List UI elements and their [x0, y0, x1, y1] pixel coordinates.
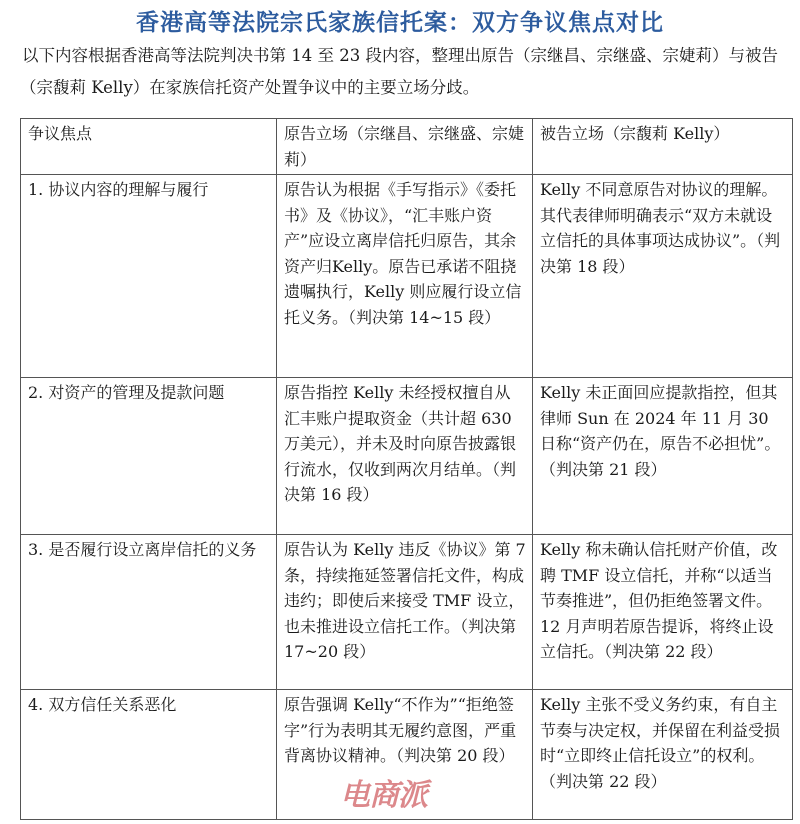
table-header-row [21, 119, 793, 175]
header-defendant: 被告立场（宗馥莉 Kelly） [533, 119, 793, 175]
comparison-table [20, 118, 793, 820]
plaintiff-cell: 原告认为根据《手写指示》《委托书》及《协议》，“汇丰账户资产”应设立离岸信托归原告，其余资产归Kelly。原告已承诺不阻挠遗嘱执行，Kelly 则应履行设立信托义务。（判决第 14~15 段） [277, 175, 533, 378]
table-row [21, 690, 793, 820]
defendant-cell: Kelly 不同意原告对协议的理解。其代表律师明确表示“双方未就设立信托的具体事项达成协议”。（判决第 18 段） [533, 175, 793, 378]
issue-cell: 1. 协议内容的理解与履行 [21, 175, 277, 378]
table-row [21, 535, 793, 690]
plaintiff-cell: 原告强调 Kelly“不作为”“拒绝签字”行为表明其无履约意图，严重背离协议精神。（判决第 20 段） [277, 690, 533, 820]
plaintiff-cell: 原告认为 Kelly 违反《协议》第 7 条，持续拖延签署信托文件，构成违约；即使后来接受 TMF 设立，也未推进设立信托工作。（判决第 17~20 段） [277, 535, 533, 690]
issue-cell: 3. 是否履行设立离岸信托的义务 [21, 535, 277, 690]
header-plaintiff: 原告立场（宗继昌、宗继盛、宗婕莉） [277, 119, 533, 175]
defendant-cell: Kelly 主张不受义务约束，有自主节奏与决定权，并保留在利益受损时“立即终止信托设立”的权利。（判决第 22 段） [533, 690, 793, 820]
table-row [21, 175, 793, 378]
table-row [21, 378, 793, 535]
issue-cell: 4. 双方信任关系恶化 [21, 690, 277, 820]
defendant-cell: Kelly 称未确认信托财产价值，改聘 TMF 设立信托，并称“以适当节奏推进”，但仍拒绝签署文件。12 月声明若原告提诉，将终止设立信托。（判决第 22 段） [533, 535, 793, 690]
header-issue: 争议焦点 [21, 119, 277, 175]
defendant-cell: Kelly 未正面回应提款指控，但其律师 Sun 在 2024 年 11 月 30 日称“资产仍在，原告不必担忧”。（判决第 21 段） [533, 378, 793, 535]
watermark-logo: 电商派 [340, 778, 427, 813]
page-title: 香港高等法院宗氏家族信托案：双方争议焦点对比 [136, 10, 664, 36]
intro-paragraph: 以下内容根据香港高等法院判决书第 14 至 23 段内容，整理出原告（宗继昌、宗继盛、宗婕莉）与被告（宗馥莉 Kelly）在家族信托资产处置争议中的主要立场分歧。 [20, 46, 778, 97]
issue-cell: 2. 对资产的管理及提款问题 [21, 378, 277, 535]
plaintiff-cell: 原告指控 Kelly 未经授权擅自从汇丰账户提取资金（共计超 630 万美元），并未及时向原告披露银行流水，仅收到两次月结单。（判决第 16 段） [277, 378, 533, 535]
